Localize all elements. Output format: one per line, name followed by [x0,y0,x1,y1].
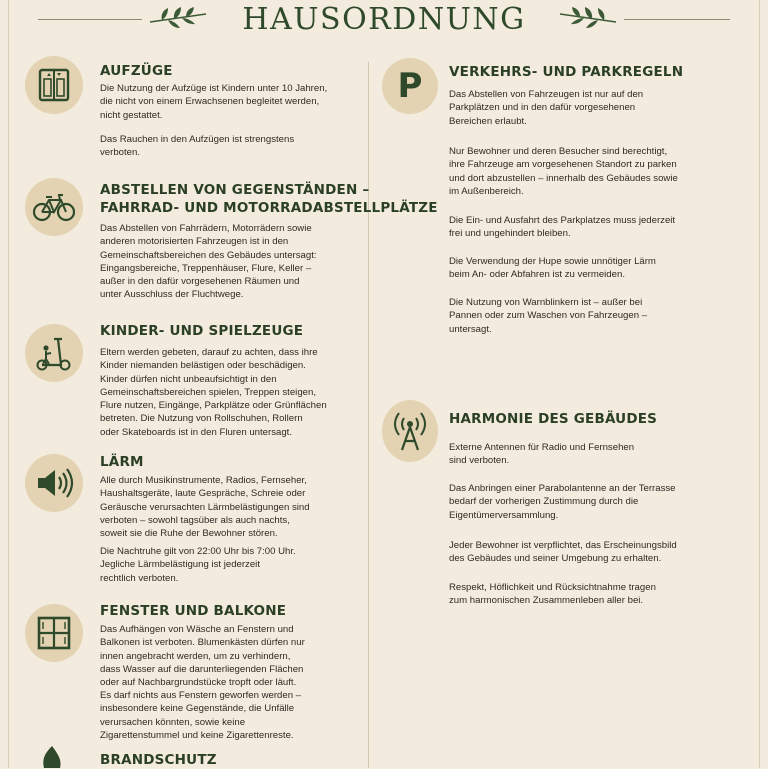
section-title-brandschutz: BRANDSCHUTZ [100,752,217,768]
section-title-laerm: LÄRM [100,454,144,470]
paragraph: Eltern werden gebeten, darauf zu achten, dass ihre Kinder niemanden belästigen oder beschädigen. Kinder dürfen nicht unbeaufsichtigt in den Gemeinschaftsbereichen spielen, Treppen steigen, Flure nutzen, Eingänge, Parkplätze oder Grünflächen betreten. Die Nutzung von Rollschuhen, Rollern oder Skateboards ist in den Fluren untersagt. [100,347,327,438]
paragraph: Alle durch Musikinstrumente, Radios, Fernseher, Haushaltsgeräte, laute Gespräche, Schreie oder Geräusche verursachten Lärmbelästigungen sind verboten – sowohl tagsüber als auch nachts, soweit sie die Ruhe der Bewohner stören. [100,475,310,540]
page-title: HAUSORDNUNG [242,2,526,37]
header [0,0,768,42]
paragraph: Jeder Bewohner ist verpflichtet, das Erscheinungsbild des Gebäudes und seiner Umgebung zu erhalten. [449,540,677,565]
header-rule-right [624,19,730,20]
column-divider [368,62,369,768]
flame-icon [36,746,68,768]
paragraph: Das Aufhängen von Wäsche an Fenstern und Balkonen ist verboten. Blumenkästen dürfen nur innen angebracht werden, um zu verhindern, dass Wasser auf die darunterliegenden Flächen oder auf Nachbargrundstücke tropft oder läuft. [100,624,305,689]
elevator-icon [25,56,83,114]
scooter-icon [25,324,83,382]
section-title-abstellen: ABSTELLEN VON GEGENSTÄNDEN – FAHRRAD- UND MOTORRADABSTELLPLÄTZE [100,182,438,216]
parking-icon [382,58,438,114]
window-icon [25,604,83,662]
paragraph: Das Rauchen in den Aufzügen ist strengstens verboten. [100,134,295,159]
section-title-verkehr: VERKEHRS- UND PARKREGELN [449,64,684,80]
antenna-icon [382,400,438,462]
paragraph: Die Ein- und Ausfahrt des Parkplatzes muss jederzeit frei und ungehindert bleiben. [449,215,676,240]
speaker-icon [25,454,83,512]
paragraph: Nur Bewohner und deren Besucher sind berechtigt, ihre Fahrzeuge am vorgesehenen Standort zu parken und dort abzustellen – innerhalb des Gebäudes sowie im Außenbereich. [449,146,678,197]
paragraph: Das Abstellen von Fahrrädern, Motorrädern sowie anderen motorisierten Fahrzeugen ist in den Gemeinschaftsbereichen des Gebäudes untersagt: Eingangsbereiche, Treppenhäuser, Flure, Keller – außer in den dafür vorgesehenen Räumen und unter Ausschluss der Fluchtwege. [100,223,317,301]
parking-letter: P [397,66,423,106]
paragraph: Die Nutzung der Aufzüge ist Kindern unter 10 Jahren, die nicht von einem Erwachsenen begleitet werden, nicht gestattet. [100,83,328,121]
paragraph: Die Nutzung von Warnblinkern ist – außer bei Pannen oder zum Waschen von Fahrzeugen – untersagt. [449,297,648,335]
paragraph: Es darf nichts aus Fenstern geworfen werden – insbesondere keine Gegenstände, die Unfälle verursachen könnten, sowie keine Zigarettenstummel und keine Zigarettenreste. [100,690,302,741]
paragraph: Die Nachtruhe gilt von 22:00 Uhr bis 7:00 Uhr. Jegliche Lärmbelästigung ist jederzeit rechtlich verboten. [100,546,296,584]
paragraph: Respekt, Höflichkeit und Rücksichtnahme tragen zum harmonischen Zusammenleben aller bei. [449,582,656,607]
bicycle-icon [25,178,83,236]
laurel-right-icon [556,4,618,34]
section-title-aufzuege: AUFZÜGE [100,63,173,79]
section-title-harmonie: HARMONIE DES GEBÄUDES [449,411,658,427]
section-title-fenster: FENSTER UND BALKONE [100,603,287,619]
paragraph: Externe Antennen für Radio und Fernsehen sind verboten. [449,442,635,467]
paragraph: Die Verwendung der Hupe sowie unnötiger Lärm beim An- oder Abfahren ist zu vermeiden. [449,256,656,281]
paragraph: Das Anbringen einer Parabolantenne an der Terrasse bedarf der vorherigen Zustimmung durch die Eigentümerversammlung. [449,483,676,521]
section-title-kinder: KINDER- UND SPIELZEUGE [100,323,304,339]
paragraph: Das Abstellen von Fahrzeugen ist nur auf den Parkplätzen und in den dafür vorgesehenen Bereichen erlaubt. [449,89,644,127]
